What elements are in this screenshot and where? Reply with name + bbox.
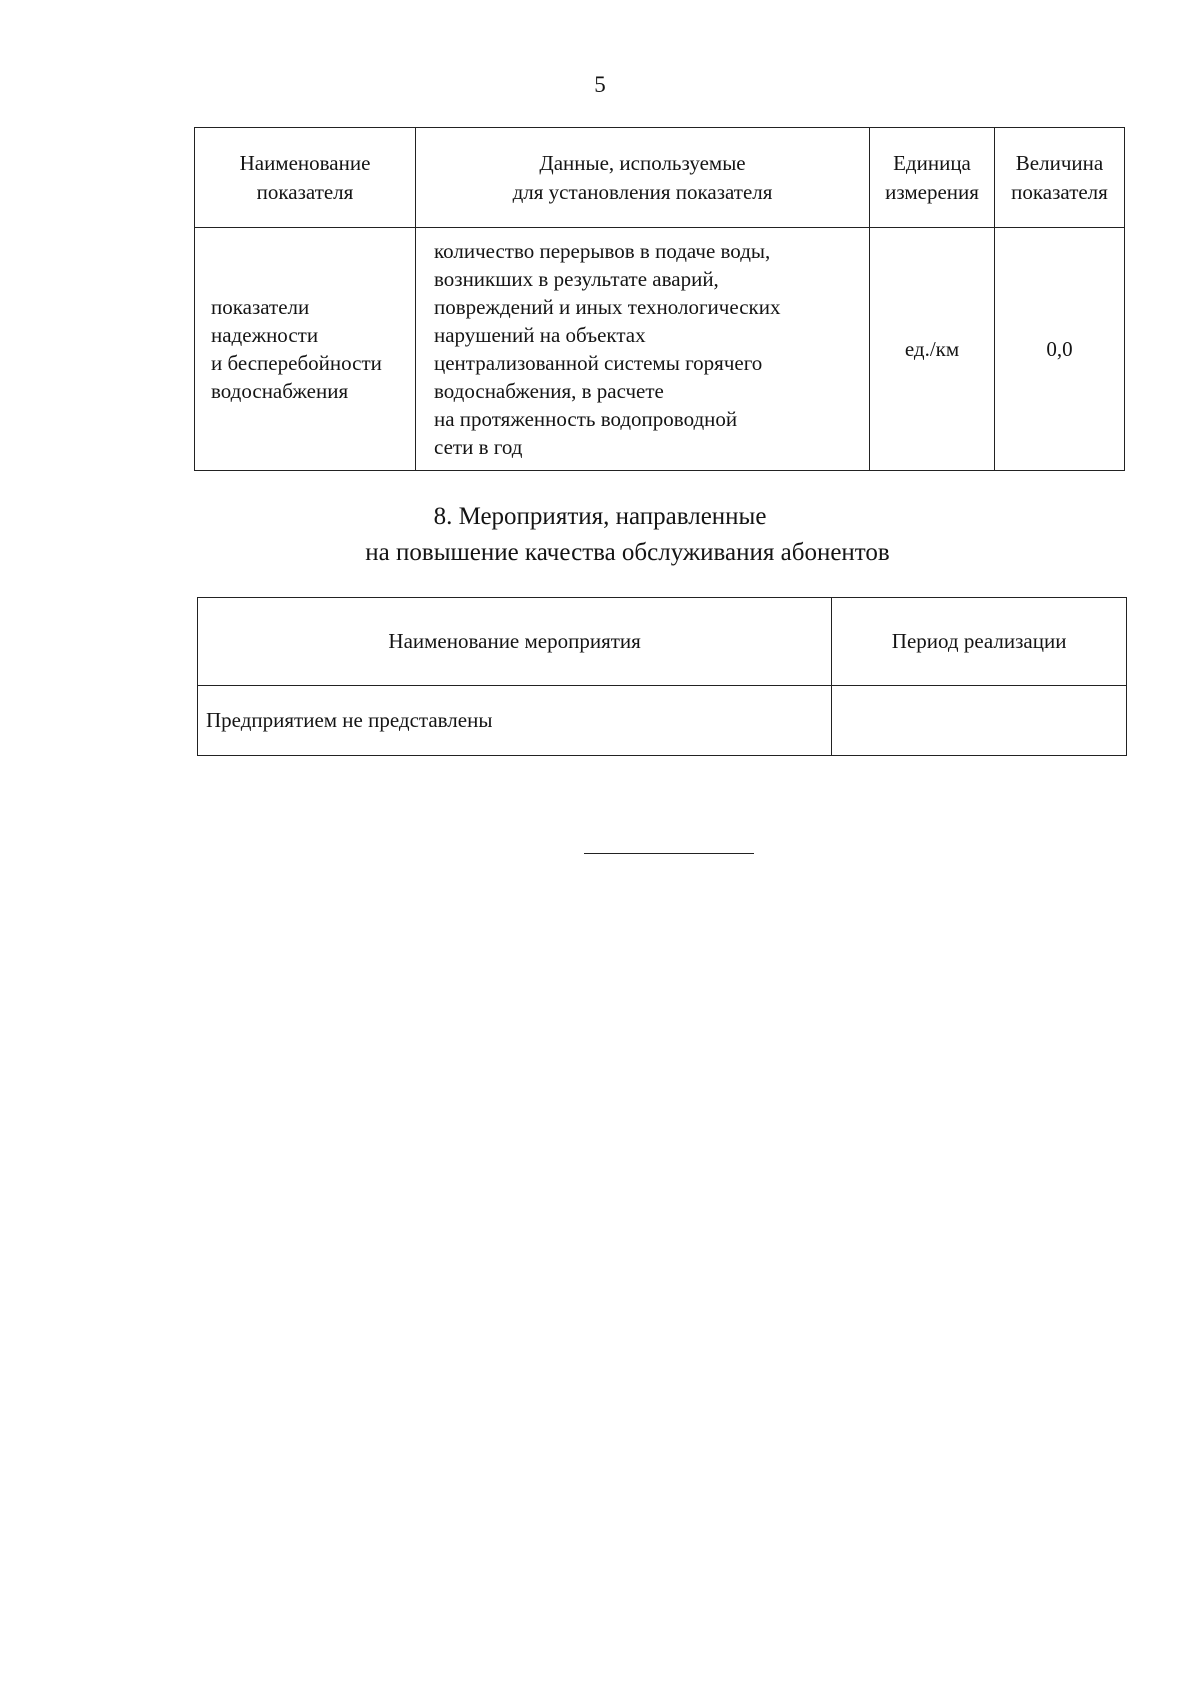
indicator-data-cell: количество перерывов в подаче воды, возникших в результате аварий, повреждений и иных технологических нарушений на объектах централизованной системы горячего водоснабжения, в расчете на протяженность водопроводной сети в год — [416, 228, 870, 471]
header-indicator-name: Наименование показателя — [195, 128, 416, 228]
indicator-name-cell: показатели надежности и бесперебойности водоснабжения — [195, 228, 416, 471]
header-data-used: Данные, используемые для установления показателя — [416, 128, 870, 228]
table-row — [195, 228, 1125, 471]
header-value: Величина показателя — [995, 128, 1125, 228]
page-number: 5 — [594, 72, 606, 97]
measures-table — [197, 597, 1127, 756]
table-row — [198, 686, 1127, 756]
section-title-line2: на повышение качества обслуживания абонентов — [365, 539, 890, 566]
measure-name-cell: Предприятием не представлены — [198, 686, 832, 756]
measure-period-cell — [832, 686, 1127, 756]
section-title-line1: 8. Мероприятия, направленные — [433, 503, 767, 530]
table-header-row — [198, 598, 1127, 686]
header-period: Период реализации — [832, 598, 1127, 686]
end-rule — [584, 853, 754, 854]
header-unit: Единица измерения — [870, 128, 995, 228]
indicator-unit-cell: ед./км — [870, 228, 995, 471]
indicator-table — [194, 127, 1125, 471]
indicator-value-cell: 0,0 — [995, 228, 1125, 471]
section-title — [0, 499, 1200, 571]
header-measure-name: Наименование мероприятия — [198, 598, 832, 686]
table-header-row — [195, 128, 1125, 228]
